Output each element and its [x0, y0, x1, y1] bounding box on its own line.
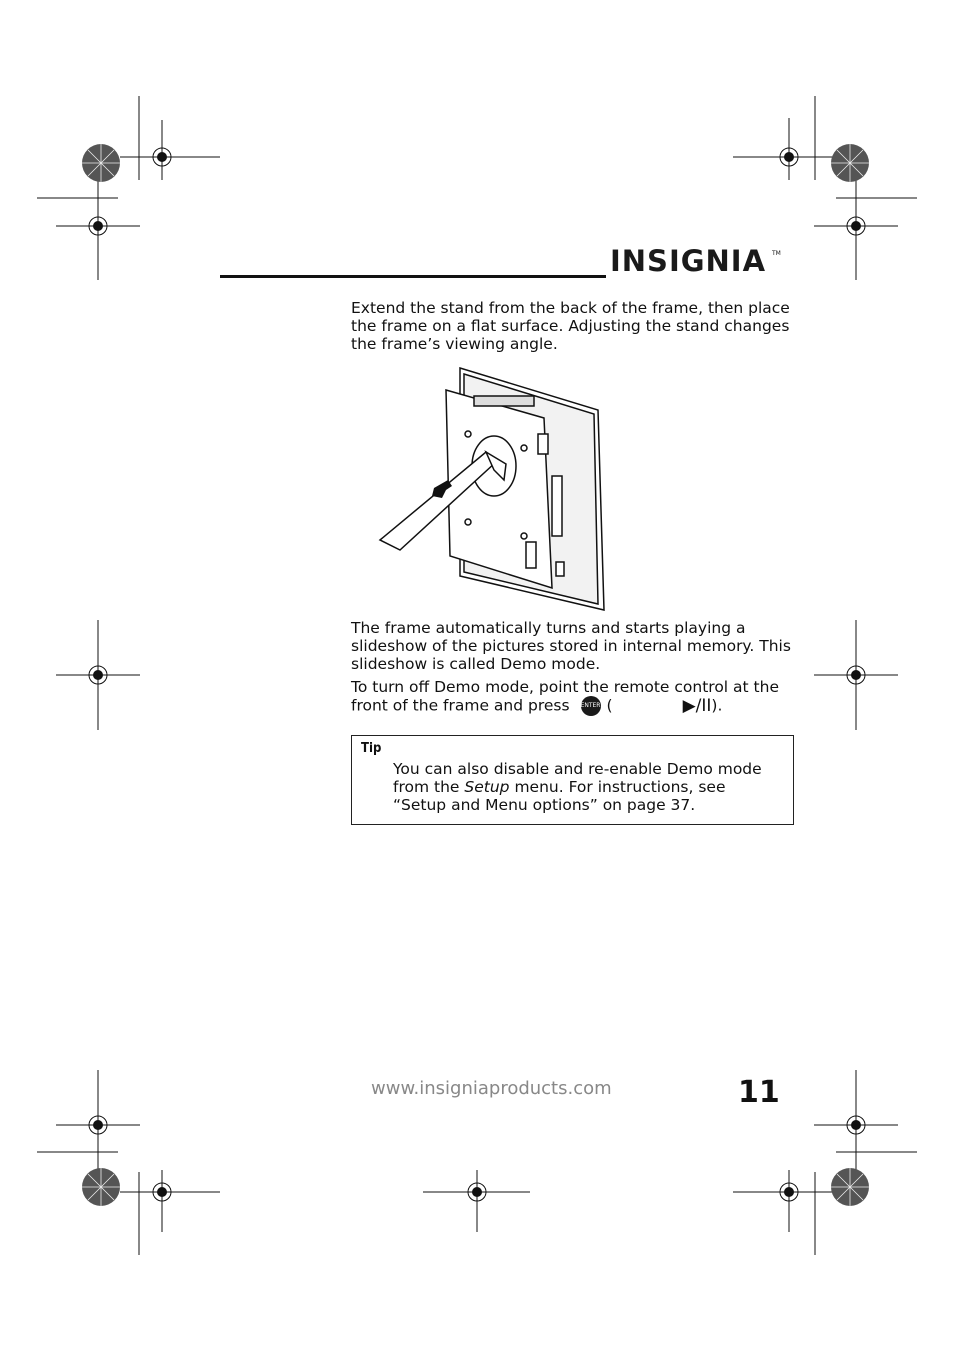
- frame-stand-illustration: [376, 366, 606, 612]
- tip-text: [393, 760, 783, 814]
- logo-trademark: TM: [772, 250, 781, 257]
- paren-open: (: [606, 696, 613, 715]
- tip-text-before: You can also disable and re-enable Demo mode from the: [393, 760, 762, 796]
- paragraph-turn-off-demo: [351, 678, 791, 716]
- enter-button-icon: ENTER: [581, 696, 601, 716]
- tip-setup-menu: Setup: [464, 778, 510, 796]
- tip-text-after: menu. For instructions, see “Setup and Menu options” on page 37.: [393, 778, 726, 814]
- play-pause-icon: ▶/II: [682, 696, 712, 716]
- insignia-logo: [610, 238, 780, 286]
- header-rule: [220, 275, 606, 278]
- paragraph-extend-stand: Extend the stand from the back of the frame, then place the frame on a flat surface. Adjusting the stand changes the frame’s viewing angle.: [351, 299, 790, 353]
- page-number: 11: [738, 1075, 780, 1110]
- turn-off-text: To turn off Demo mode, point the remote control at the front of the frame and press: [351, 678, 779, 715]
- logo-text: INSIGNIA: [610, 244, 767, 278]
- tip-box: [351, 735, 794, 825]
- paren-close: ).: [711, 696, 723, 715]
- footer-url: www.insigniaproducts.com: [371, 1078, 612, 1099]
- paragraph-demo-mode: The frame automatically turns and starts playing a slideshow of the pictures stored in internal memory. This slideshow is called Demo mode.: [351, 619, 791, 673]
- tip-label: Tip: [361, 741, 382, 756]
